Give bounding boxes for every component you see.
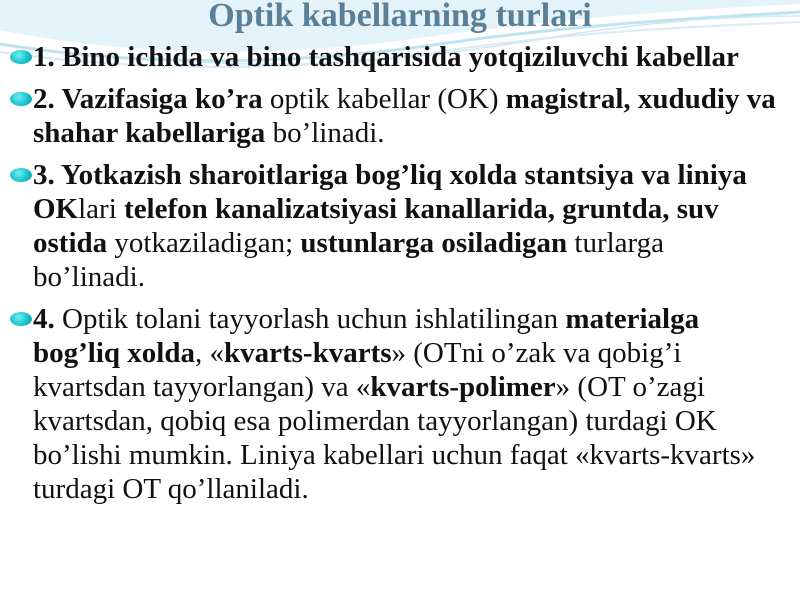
- text-run: » (OT o’zagi kvartsdan, qobiq esa polimerdan tayyorlangan) turdagi OK bo’lishi mumkin. Liniya kabellari uchun faqat «kvarts-kvarts» turdagi OT qo’llaniladi.: [33, 371, 756, 505]
- text-run: kvarts-polimer: [370, 371, 556, 403]
- text-run: yotkaziladigan;: [107, 227, 301, 259]
- bullet-icon: [10, 92, 32, 106]
- text-run: 2. Vazifasiga ko’ra: [33, 83, 263, 115]
- text-run: bo’linadi.: [265, 117, 385, 149]
- bullet-list: [0, 40, 800, 514]
- text-run: turlarga bo’linadi.: [33, 227, 665, 293]
- text-run: lari: [78, 193, 125, 225]
- text-run: 1. Bino ichida va bino tashqarisida yotqiziluvchi kabellar: [33, 41, 739, 73]
- text-run: magistral, xududiy va shahar kabellariga: [33, 83, 776, 149]
- text-run: » (OTni o’zak va qobig’i kvartsdan tayyorlangan) va «: [33, 337, 682, 403]
- text-run: 3. Yotkazish sharoitlariga bog’liq xolda stantsiya va liniya OK: [33, 159, 747, 225]
- bullet-item: [0, 82, 800, 150]
- bullet-item: [0, 302, 800, 506]
- text-run: telefon kanalizatsiyasi kanallarida, gruntda, suv ostida: [33, 193, 719, 259]
- text-run: ustunlarga osiladigan: [300, 227, 568, 259]
- bullet-item: [0, 40, 800, 74]
- text-run: , «: [194, 337, 224, 369]
- bullet-icon: [10, 50, 32, 64]
- bullet-icon: [10, 168, 32, 182]
- bullet-icon: [10, 312, 32, 326]
- text-run: materialga bog’liq xolda: [33, 303, 700, 369]
- bullet-item: [0, 158, 800, 294]
- text-run: 4.: [33, 303, 55, 335]
- text-run: Optik tolani tayyorlash uchun ishlatilingan: [54, 303, 566, 335]
- slide-title: Optik kabellarning turlari: [208, 0, 592, 34]
- text-run: kvarts-kvarts: [223, 337, 392, 369]
- text-run: optik kabellar (OK): [262, 83, 506, 115]
